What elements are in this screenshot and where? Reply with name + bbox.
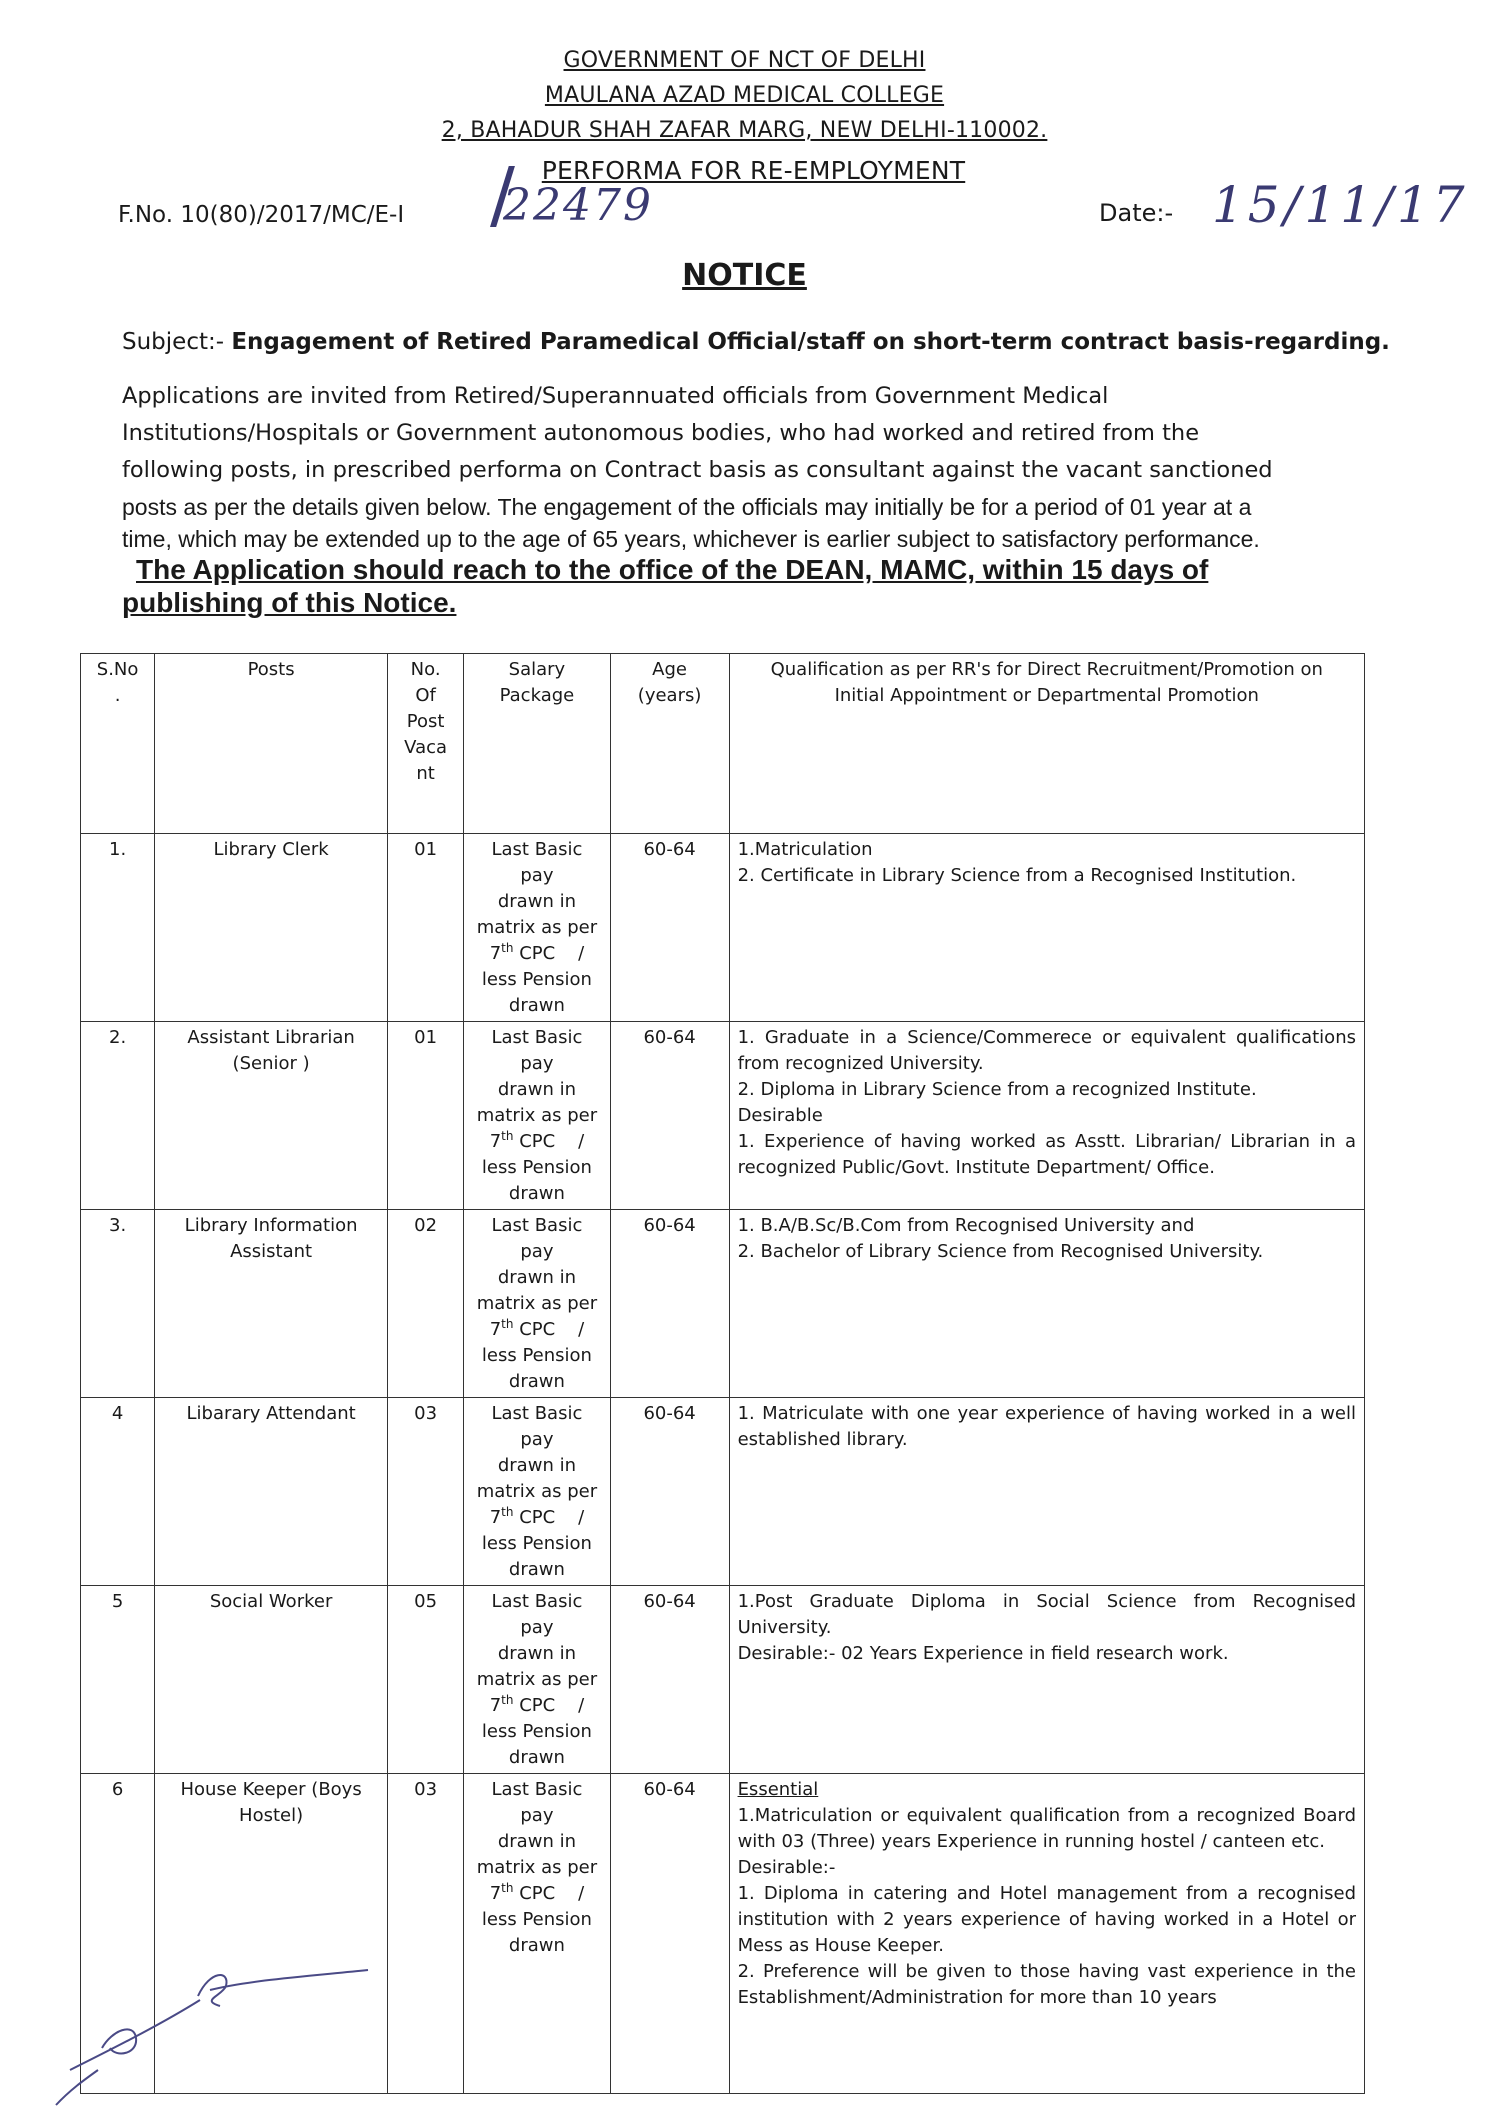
row-age: 60-64 — [610, 1398, 729, 1586]
row-age: 60-64 — [610, 834, 729, 1022]
body-line-1: Applications are invited from Retired/Superannuated officials from Government Medical — [122, 383, 1109, 409]
row-salary: Last Basic pay drawn in matrix as per 7th CPC / less Pension drawn — [464, 1022, 610, 1210]
row-qualification: 1. Graduate in a Science/Commerece or equivalent qualifications from recognized University. 2. Diploma in Library Science from a recognized Institute. Desirable 1. Experience of having worked as Asstt. Librarian/ Librarian in a recognized Public/Govt. Institute Department/ Office. — [729, 1022, 1364, 1210]
row-qualification: 1.Matriculation 2. Certificate in Library Science from a Recognised Institution. — [729, 834, 1364, 1022]
header-qualification: Qualification as per RR's for Direct Recruitment/Promotion on Initial Appointment or Departmental Promotion — [729, 654, 1364, 834]
body-line-4: posts as per the details given below. The engagement of the officials may initially be for a period of 01 year at a — [122, 494, 1252, 520]
row-post: Library Clerk — [155, 834, 388, 1022]
body-bold-line-2: publishing of this Notice. — [122, 587, 457, 618]
row-sno: 6 — [81, 1774, 155, 2094]
header-vacant: No. Of Post Vaca nt — [388, 654, 464, 834]
row-age: 60-64 — [610, 1586, 729, 1774]
table-row — [81, 834, 1365, 1022]
date-handwritten: 15/11/17 — [1212, 176, 1469, 234]
header-performa: PERFORMA FOR RE-EMPLOYMENT — [541, 156, 966, 185]
header-age: Age (years) — [610, 654, 729, 834]
subject-text: Engagement of Retired Paramedical Official/staff on short-term contract basis-regarding. — [231, 329, 1390, 355]
row-post: Libarary Attendant — [155, 1398, 388, 1586]
body-bold-line-1: The Application should reach to the office of the DEAN, MAMC, within 15 days of — [136, 554, 1209, 585]
handwritten-signature-icon — [50, 1930, 380, 2110]
file-number-label: F.No. 10(80)/2017/MC/E-I — [118, 202, 405, 228]
row-sno: 2. — [81, 1022, 155, 1210]
notice-title: NOTICE — [682, 258, 807, 293]
table-row — [81, 1210, 1365, 1398]
subject-line — [122, 329, 1390, 355]
row-qualification: 1. Matriculate with one year experience of having worked in a well established library. — [729, 1398, 1364, 1586]
row-vacant: 01 — [388, 1022, 464, 1210]
row-age: 60-64 — [610, 1210, 729, 1398]
date-label: Date:- — [1099, 199, 1174, 227]
body-line-5: time, which may be extended up to the age of 65 years, whichever is earlier subject to satisfactory performance. — [122, 526, 1260, 552]
body-line-2: Institutions/Hospitals or Government autonomous bodies, who had worked and retired from the — [122, 420, 1200, 446]
subject-label: Subject:- — [122, 329, 225, 355]
row-vacant: 03 — [388, 1398, 464, 1586]
row-age: 60-64 — [610, 1022, 729, 1210]
row-salary: Last Basic pay drawn in matrix as per 7th CPC / less Pension drawn — [464, 1774, 610, 2094]
row-post: House Keeper (Boys Hostel) — [155, 1774, 388, 2094]
posts-table — [80, 653, 1365, 2094]
row-age: 60-64 — [610, 1774, 729, 2094]
file-number-handwritten: 22479 — [503, 180, 653, 231]
qualification-essential-heading: Essential — [737, 1779, 819, 1800]
table-row — [81, 1586, 1365, 1774]
row-qualification: 1. B.A/B.Sc/B.Com from Recognised University and 2. Bachelor of Library Science from Recognised University. — [729, 1210, 1364, 1398]
row-vacant: 01 — [388, 834, 464, 1022]
header-address: 2, BAHADUR SHAH ZAFAR MARG, NEW DELHI-110002. — [441, 118, 1048, 143]
table-row — [81, 1022, 1365, 1210]
body-line-3: following posts, in prescribed performa on Contract basis as consultant against the vacant sanctioned — [122, 457, 1273, 483]
row-vacant: 02 — [388, 1210, 464, 1398]
header-government: GOVERNMENT OF NCT OF DELHI — [563, 48, 926, 73]
row-vacant: 03 — [388, 1774, 464, 2094]
row-sno: 1. — [81, 834, 155, 1022]
header-sno: S.No . — [81, 654, 155, 834]
header-college: MAULANA AZAD MEDICAL COLLEGE — [544, 83, 945, 108]
table-row — [81, 1398, 1365, 1586]
row-salary: Last Basic pay drawn in matrix as per 7th CPC / less Pension drawn — [464, 834, 610, 1022]
row-qualification: 1.Post Graduate Diploma in Social Science from Recognised University. Desirable:- 02 Years Experience in field research work. — [729, 1586, 1364, 1774]
row-sno: 4 — [81, 1398, 155, 1586]
row-post: Library Information Assistant — [155, 1210, 388, 1398]
row-post: Assistant Librarian (Senior ) — [155, 1022, 388, 1210]
row-sno: 5 — [81, 1586, 155, 1774]
row-salary: Last Basic pay drawn in matrix as per 7th CPC / less Pension drawn — [464, 1398, 610, 1586]
header-posts: Posts — [155, 654, 388, 834]
table-header-row — [81, 654, 1365, 834]
row-qualification: Essential 1.Matriculation or equivalent qualification from a recognized Board with 03 (Three) years Experience in running hostel / canteen etc. Desirable:- 1. Diploma in catering and Hotel management from a recognised institution with 2 years experience of having worked in a Hotel or Mess as House Keeper. 2. Preference will be given to those having vast experience in the Establishment/Administration for more than 10 years — [729, 1774, 1364, 2094]
header-salary: Salary Package — [464, 654, 610, 834]
row-salary: Last Basic pay drawn in matrix as per 7th CPC / less Pension drawn — [464, 1210, 610, 1398]
file-number-slash-mark: / — [490, 152, 515, 238]
row-post: Social Worker — [155, 1586, 388, 1774]
row-vacant: 05 — [388, 1586, 464, 1774]
row-salary: Last Basic pay drawn in matrix as per 7th CPC / less Pension drawn — [464, 1586, 610, 1774]
row-sno: 3. — [81, 1210, 155, 1398]
